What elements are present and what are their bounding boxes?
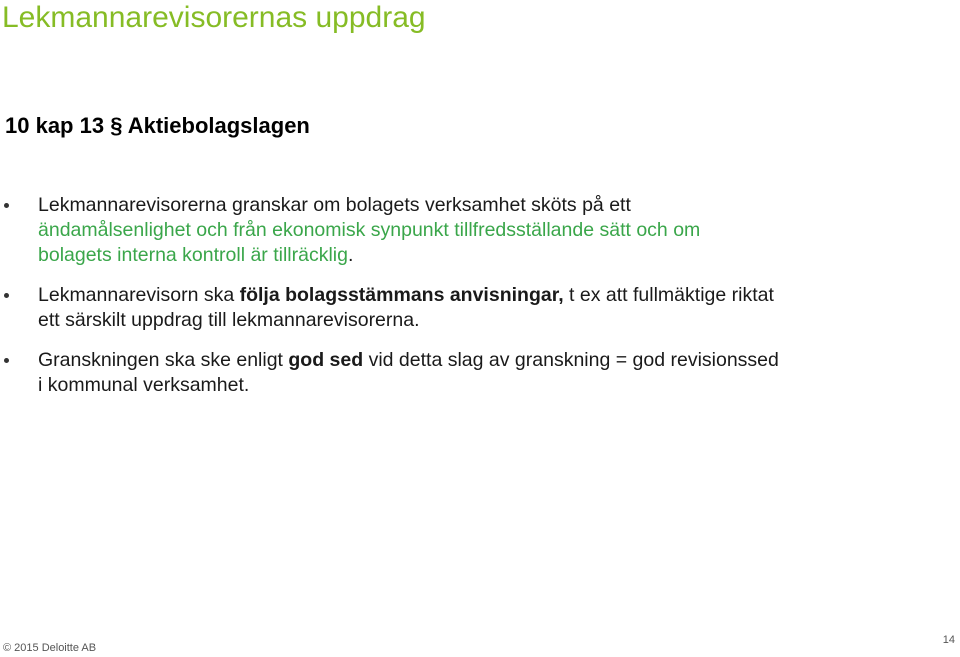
bullet-text: i kommunal verksamhet. <box>38 374 250 396</box>
bullet-item <box>0 348 960 398</box>
bullet-line <box>38 283 960 308</box>
slide-title: Lekmannarevisorernas uppdrag <box>2 1 426 34</box>
bullet-bold-text: god sed <box>288 349 364 371</box>
page-number: 14 <box>942 634 955 646</box>
bullet-line <box>38 193 960 218</box>
bullet-line <box>38 243 960 268</box>
bullet-bold-text: följa bolagsstämmans anvisningar, <box>239 284 564 306</box>
bullet-text: Granskningen ska ske enligt <box>38 349 289 371</box>
bullet-line <box>38 348 960 373</box>
bullet-line <box>38 218 960 243</box>
bullet-item <box>0 283 960 333</box>
bullet-dot <box>4 358 9 363</box>
bullet-line <box>38 308 960 333</box>
bullet-text: ett särskilt uppdrag till lekmannarevisorerna. <box>38 309 420 331</box>
bullet-item <box>0 193 960 268</box>
bullet-highlight-text: ändamålsenlighet och från ekonomisk synpunkt tillfredsställande sätt och om <box>38 219 701 241</box>
bullet-list <box>0 193 960 413</box>
bullet-text: Lekmannarevisorn ska <box>38 284 240 306</box>
bullet-line <box>38 373 960 398</box>
bullet-text: vid detta slag av granskning = god revisionssed <box>363 349 779 371</box>
footer-copyright: © 2015 Deloitte AB <box>3 642 97 654</box>
bullet-text: . <box>347 244 354 266</box>
bullet-highlight-text: bolagets interna kontroll är tillräcklig <box>38 244 348 266</box>
bullet-dot <box>4 203 9 208</box>
bullet-dot <box>4 293 9 298</box>
bullet-text: t ex att fullmäktige riktat <box>563 284 774 306</box>
slide-subtitle: 10 kap 13 § Aktiebolagslagen <box>5 113 310 138</box>
bullet-text: Lekmannarevisorerna granskar om bolagets verksamhet sköts på ett <box>38 194 631 216</box>
